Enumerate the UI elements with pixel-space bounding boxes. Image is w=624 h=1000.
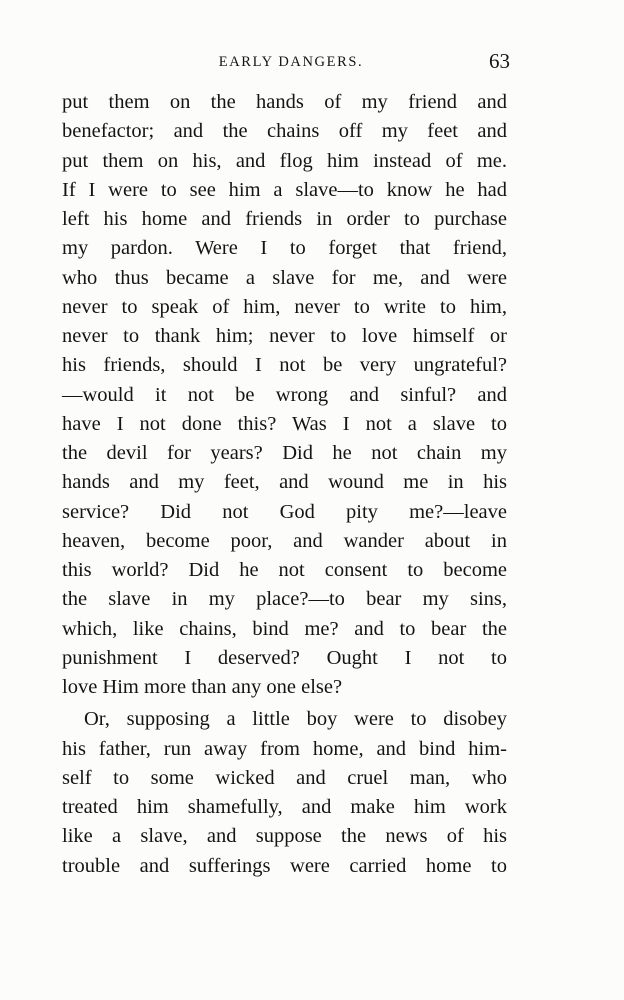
body-text bbox=[62, 88, 507, 881]
text-line: left his home and friends in order to purchase bbox=[62, 208, 507, 230]
page-number: 63 bbox=[489, 49, 510, 73]
text-line: put them on his, and flog him instead of me. bbox=[62, 149, 507, 172]
text-line: which, like chains, bind me? and to bear the bbox=[62, 617, 507, 640]
text-line: If I were to see him a slave—to know he had bbox=[62, 178, 507, 201]
text-line: his friends, should I not be very ungrateful? bbox=[62, 354, 507, 377]
running-head bbox=[62, 49, 510, 80]
text-line: have I not done this? Was I not a slave to bbox=[62, 412, 507, 435]
text-line: benefactor; and the chains off my feet and bbox=[62, 120, 507, 143]
text-line: service? Did not God pity me?—leave bbox=[62, 500, 507, 523]
running-title: EARLY DANGERS. bbox=[218, 54, 364, 70]
text-line: put them on the hands of my friend and bbox=[62, 91, 507, 113]
text-line: self to some wicked and cruel man, who bbox=[62, 766, 507, 789]
text-line: my pardon. Were I to forget that friend, bbox=[62, 237, 507, 260]
text-line: —would it not be wrong and sinful? and bbox=[62, 383, 507, 406]
text-line: his father, run away from home, and bind him- bbox=[62, 737, 507, 760]
text-line: never to thank him; never to love himself or bbox=[62, 325, 507, 347]
text-line: love Him more than any one else? bbox=[62, 676, 343, 698]
text-line: heaven, become poor, and wander about in bbox=[62, 529, 507, 552]
text-line: never to speak of him, never to write to him, bbox=[62, 295, 507, 318]
paragraph bbox=[62, 705, 507, 881]
text-line: treated him shamefully, and make him work bbox=[62, 796, 507, 818]
text-line: punishment I deserved? Ought I not to bbox=[62, 646, 507, 669]
text-line: hands and my feet, and wound me in his bbox=[62, 471, 507, 494]
text-line: who thus became a slave for me, and were bbox=[62, 266, 507, 289]
text-line: this world? Did he not consent to become bbox=[62, 559, 507, 581]
text-line: the devil for years? Did he not chain my bbox=[62, 442, 507, 464]
text-line: like a slave, and suppose the news of his bbox=[62, 825, 507, 848]
text-line: trouble and sufferings were carried home to bbox=[62, 854, 507, 877]
text-line: the slave in my place?—to bear my sins, bbox=[62, 588, 507, 611]
text-line: Or, supposing a little boy were to disobey bbox=[84, 708, 507, 731]
paragraph bbox=[62, 88, 507, 702]
